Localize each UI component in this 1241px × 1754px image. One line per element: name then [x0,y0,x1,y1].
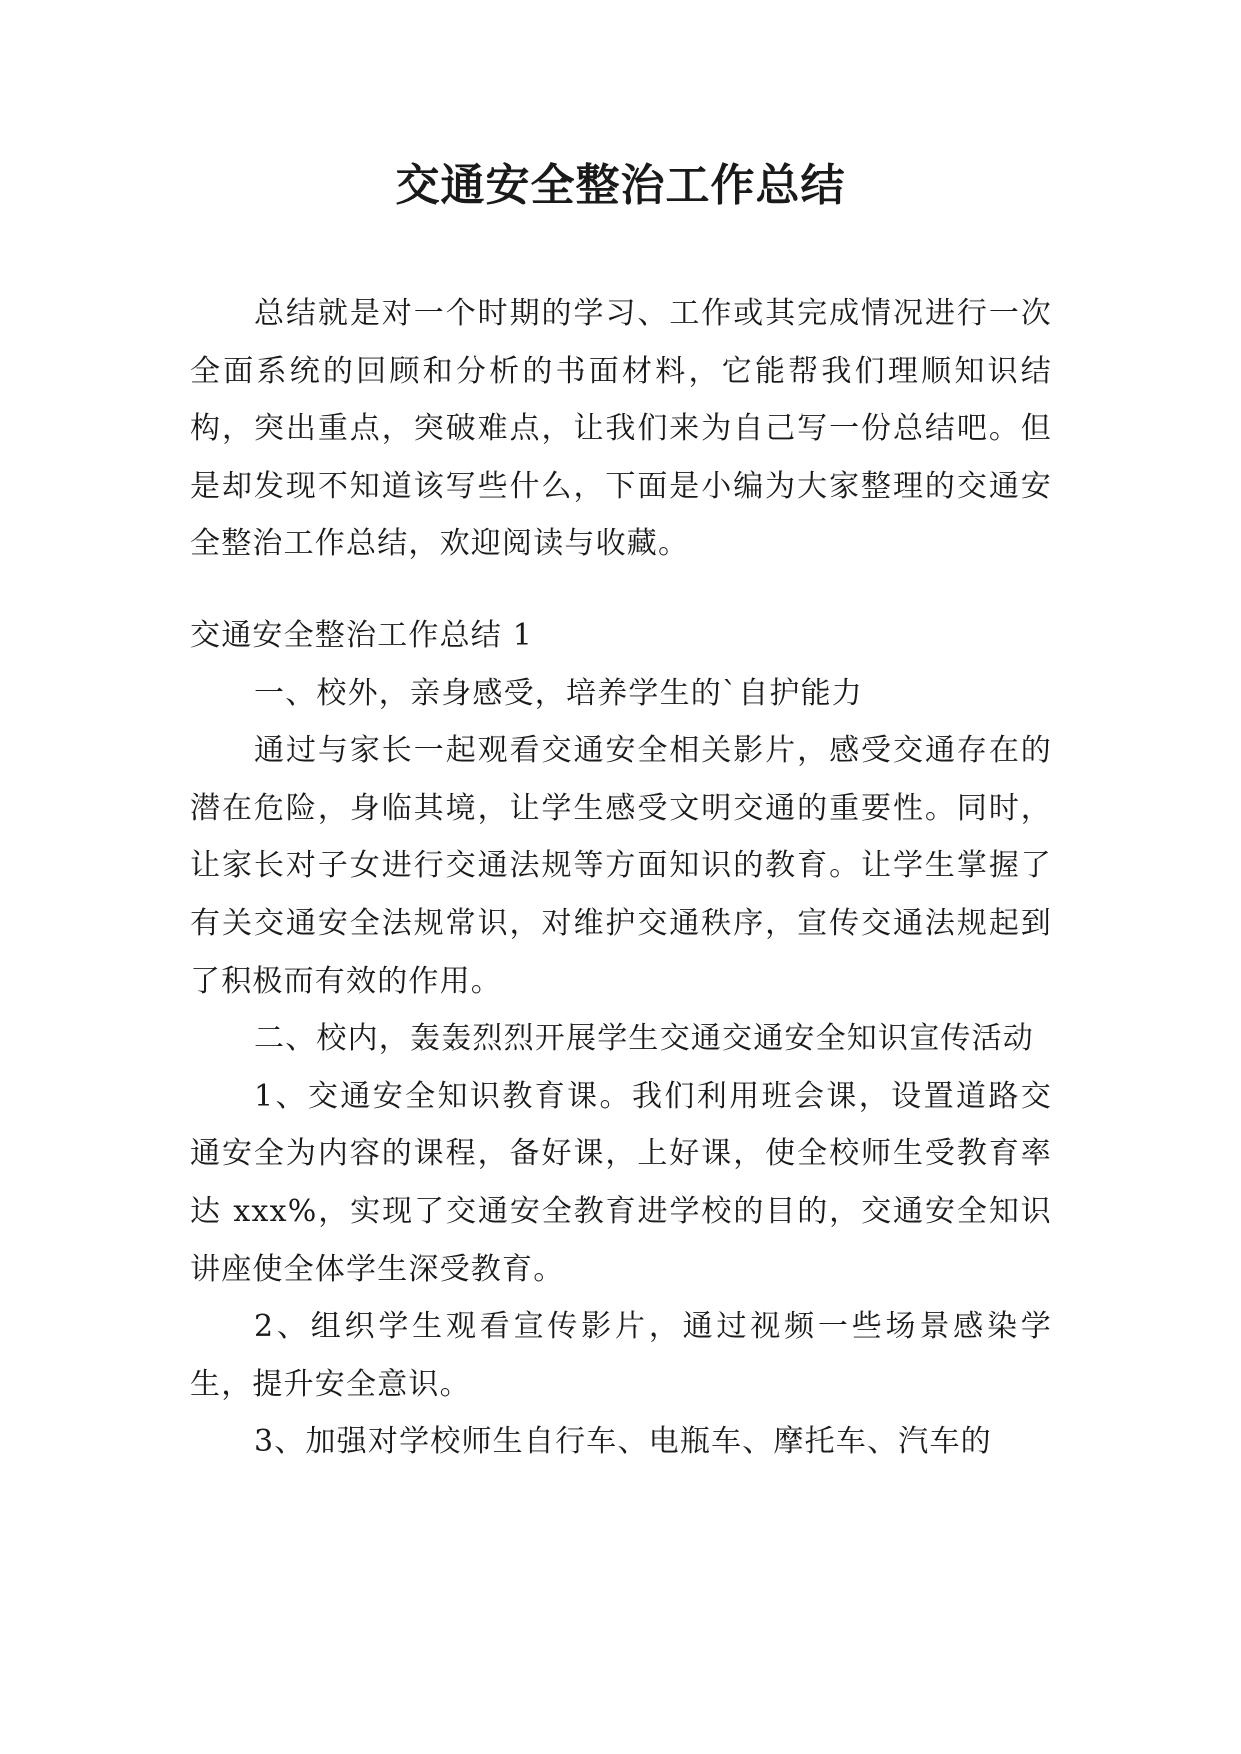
paragraph-5: 2、组织学生观看宣传影片，通过视频一些场景感染学生，提升安全意识。 [190,1309,1052,1402]
paragraph-4: 1、交通安全知识教育课。我们利用班会课，设置道路交通安全为内容的课程，备好课，上好课，使全校师生受教育率达 xxx%，实现了交通安全教育进学校的目的，交通安全知识讲座使全体学生深受教育。 [190,1078,1052,1287]
paragraph-2: 通过与家长一起观看交通安全相关影片，感受交通存在的潜在危险，身临其境，让学生感受文明交通的重要性。同时，让家长对子女进行交通法规等方面知识的教育。让学生掌握了有关交通安全法规常识，对维护交通秩序，宣传交通法规起到了积极而有效的作用。 [190,733,1052,999]
document-title: 交通安全整治工作总结 [395,160,846,211]
paragraph-1: 一、校外，亲身感受，培养学生的`自护能力 [254,675,863,711]
paragraph-6: 3、加强对学校师生自行车、电瓶车、摩托车、汽车的 [254,1424,992,1460]
document-body [190,285,1052,1471]
section-heading: 交通安全整治工作总结 1 [190,617,534,653]
paragraph-3: 二、校内，轰轰烈烈开展学生交通交通安全知识宣传活动 [254,1021,1034,1057]
intro-paragraph: 总结就是对一个时期的学习、工作或其完成情况进行一次全面系统的回顾和分析的书面材料，它能帮我们理顺知识结构，突出重点，突破难点，让我们来为自己写一份总结吧。但是却发现不知道该写些什么，下面是小编为大家整理的交通安全整治工作总结，欢迎阅读与收藏。 [190,296,1052,562]
